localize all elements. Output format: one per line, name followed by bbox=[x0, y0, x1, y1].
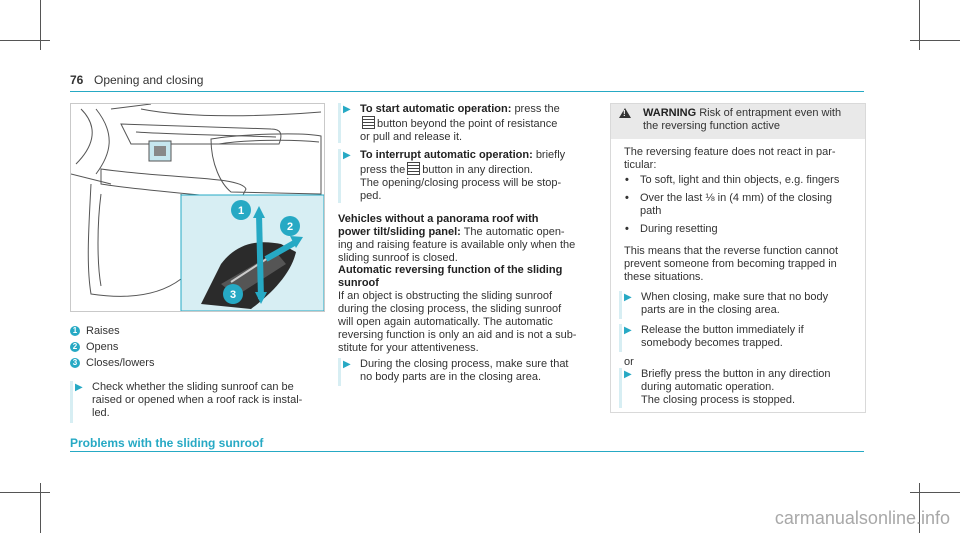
callout-1-label: 1 bbox=[237, 205, 245, 217]
warning-label: WARNING bbox=[643, 107, 697, 119]
step-arrow-icon: ▶ bbox=[624, 369, 632, 380]
step-arrow-icon: ▶ bbox=[624, 292, 632, 303]
step-arrow-icon: ▶ bbox=[343, 150, 351, 161]
crop-mark bbox=[40, 483, 41, 533]
legend-text: Closes/lowers bbox=[86, 357, 155, 369]
crop-mark bbox=[40, 0, 41, 50]
warning-explanation: This means that the reverse function cannot prevent someone from becoming trapped in these situations. bbox=[624, 245, 839, 283]
step-arrow-icon: ▶ bbox=[624, 325, 632, 336]
page-number: 76 bbox=[70, 73, 84, 87]
legend-text: Raises bbox=[86, 325, 120, 337]
section-heading: Problems with the sliding sunroof bbox=[70, 436, 264, 450]
legend-item-opens bbox=[70, 341, 118, 353]
legend-number: 3 bbox=[70, 358, 80, 368]
interrupt-automatic-step: ▶ To interrupt automatic operation: briefly press the button in any direction. The opening/closing process will be stop- ped. bbox=[338, 149, 593, 203]
legend-number: 2 bbox=[70, 342, 80, 352]
closing-caution-step: ▶ During the closing process, make sure that no body parts are in the closing area. bbox=[338, 358, 593, 386]
crop-mark bbox=[910, 492, 960, 493]
step-arrow-icon: ▶ bbox=[75, 382, 83, 393]
legend-item-closes bbox=[70, 357, 154, 369]
sunroof-button-icon bbox=[407, 162, 420, 175]
reversing-function-text: If an object is obstructing the sliding sunroof during the closing process, the sliding sunroof will open again automatically. The automatic reversing function is only an aid and is not a sub- stitute for your attentiveness. bbox=[338, 290, 577, 354]
roof-rack-check-step: ▶ Check whether the sliding sunroof can be raised or opened when a roof rack is instal- led. bbox=[70, 381, 320, 423]
sunroof-control-illustration bbox=[70, 103, 325, 312]
warning-triangle-icon bbox=[619, 108, 631, 118]
legend-item-raises bbox=[70, 325, 120, 337]
warning-step-brief-press: ▶ Briefly press the button in any direction during automatic operation. The closing process is stopped. bbox=[619, 368, 859, 408]
reversing-function-heading: Automatic reversing function of the sliding sunroof bbox=[338, 264, 563, 289]
callout-2-label: 2 bbox=[286, 221, 294, 233]
step-arrow-icon: ▶ bbox=[343, 359, 351, 370]
list-item: • To soft, light and thin objects, e.g. fingers bbox=[625, 174, 840, 186]
warning-bullets bbox=[624, 174, 859, 236]
warning-or: or bbox=[624, 356, 634, 368]
callout-3-label: 3 bbox=[229, 289, 237, 301]
sunroof-illustration-svg bbox=[71, 104, 324, 311]
sunroof-button-icon bbox=[362, 116, 375, 129]
list-item: • During resetting bbox=[625, 223, 718, 235]
crop-mark bbox=[0, 40, 50, 41]
warning-header: ! WARNING Risk of entrapment even with the reversing function active bbox=[611, 104, 865, 139]
crop-mark bbox=[0, 492, 50, 493]
panorama-roof-note: Vehicles without a panorama roof with power tilt/sliding panel: The automatic open- ing and raising feature is available only when the sliding sunroof is closed. bbox=[338, 213, 576, 264]
warning-step-closing: ▶ When closing, make sure that no body parts are in the closing area. bbox=[619, 291, 859, 319]
crop-mark bbox=[919, 0, 920, 50]
legend-text: Opens bbox=[86, 341, 119, 353]
warning-intro: The reversing feature does not react in par- ticular: bbox=[624, 146, 836, 171]
warning-step-release: ▶ Release the button immediately if somebody becomes trapped. bbox=[619, 324, 859, 352]
crop-mark bbox=[910, 40, 960, 41]
watermark: carmanualsonline.info bbox=[774, 508, 950, 528]
page-section-title: Opening and closing bbox=[94, 73, 204, 87]
warning-box bbox=[610, 103, 866, 413]
header-rule bbox=[70, 91, 864, 92]
legend-number: 1 bbox=[70, 326, 80, 336]
section-rule bbox=[70, 451, 864, 452]
list-item: • Over the last ⅛ in (4 mm) of the closing path bbox=[625, 192, 832, 217]
start-automatic-step: ▶ To start automatic operation: press the button beyond the point of resistance or pull and release it. bbox=[338, 103, 593, 143]
step-arrow-icon: ▶ bbox=[343, 104, 351, 115]
